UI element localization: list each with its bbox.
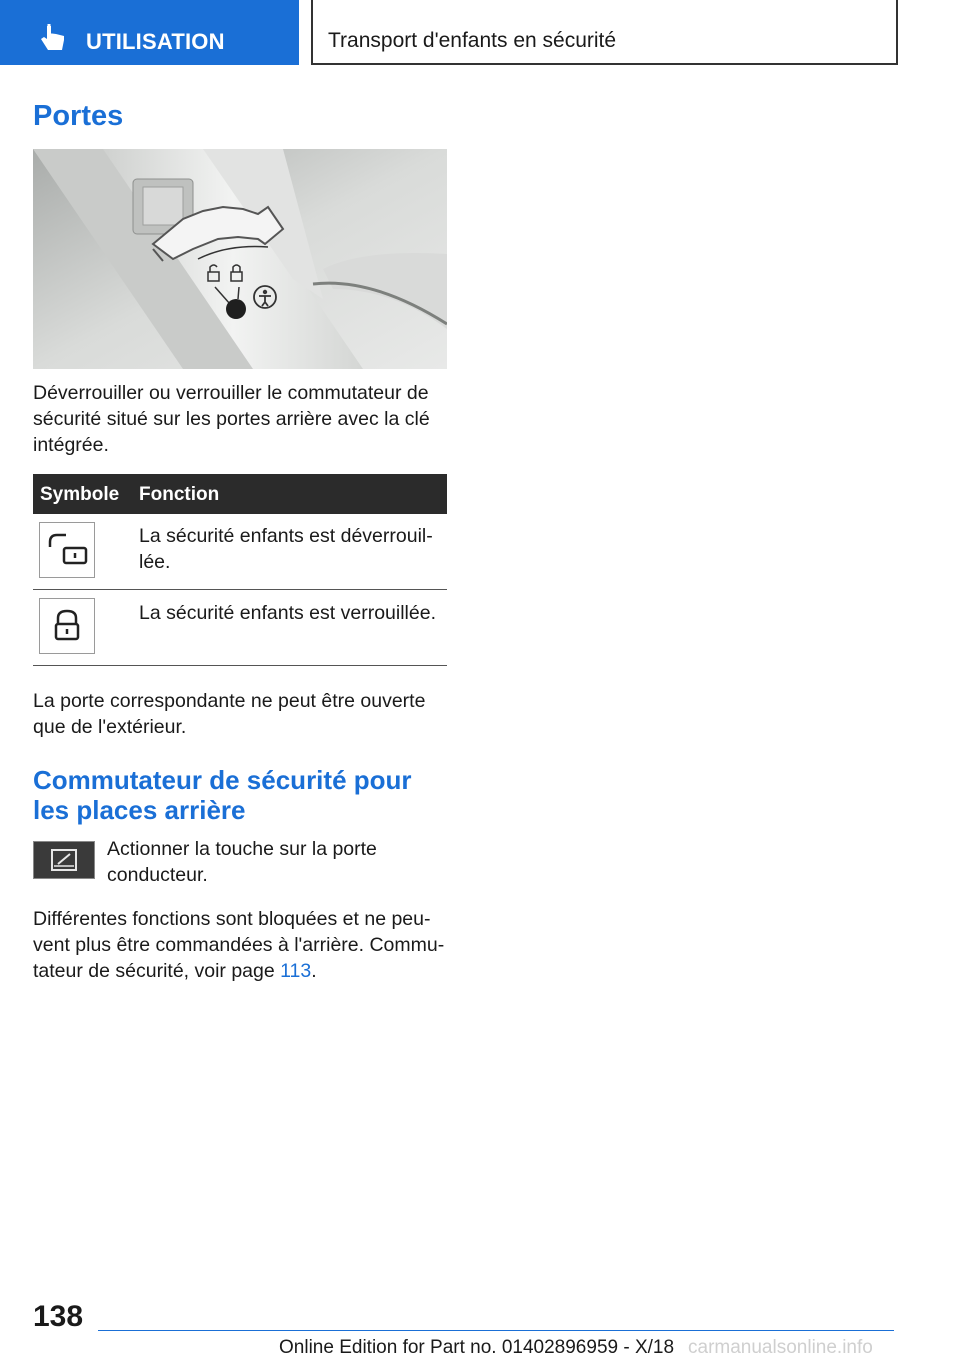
row-function-text: La sécurité enfants est verrouillée. xyxy=(139,602,436,624)
page-number: 138 xyxy=(33,1300,84,1333)
header-section-tab[interactable] xyxy=(0,0,299,65)
row-function-text: La sécurité enfants est déverrouillée. xyxy=(139,525,433,573)
commutateur-description xyxy=(33,906,449,984)
commutateur-text: Différentes fonctions sont bloquées et ne peuvent plus être commandées à l'arrière. Commutateur de sécurité, voir page xyxy=(33,908,445,982)
footer-edition-text: Online Edition for Part no. 01402896959 - X/18 xyxy=(279,1337,675,1358)
table-row xyxy=(33,514,447,590)
section-label: UTILISATION xyxy=(86,29,225,54)
symbol-table xyxy=(33,474,447,666)
chapter-header xyxy=(311,0,898,65)
column-header-symbole: Symbole xyxy=(40,484,120,505)
section-title-commutateur: Commutateur de sécurité pour les places arrière xyxy=(33,765,412,825)
column-header-fonction: Fonction xyxy=(139,484,220,505)
watermark: carmanualsonline.info xyxy=(688,1337,873,1358)
page-reference-link[interactable]: 113 xyxy=(280,960,312,982)
portes-note-text: La porte correspondante ne peut être ouverte que de l'extérieur. xyxy=(33,690,426,738)
padlock-closed-icon xyxy=(39,598,95,654)
table-row xyxy=(33,590,447,666)
portes-intro-text: Déverrouiller ou verrouiller le commutateur de sécurité situé sur les portes arrière avec la clé intégrée. xyxy=(33,382,430,456)
section-title-portes: Portes xyxy=(33,100,124,132)
table-header-row xyxy=(33,474,447,514)
door-child-lock-photo xyxy=(33,149,447,369)
hand-pointer-icon xyxy=(36,24,70,54)
chapter-label: Transport d'enfants en sécurité xyxy=(328,29,617,52)
commutateur-instruction: Actionner la touche sur la porte conducteur. xyxy=(107,838,377,886)
window-lock-button-icon xyxy=(33,841,95,879)
commutateur-text-end: . xyxy=(311,960,317,982)
footer-divider xyxy=(98,1330,894,1331)
padlock-open-icon xyxy=(39,522,95,578)
